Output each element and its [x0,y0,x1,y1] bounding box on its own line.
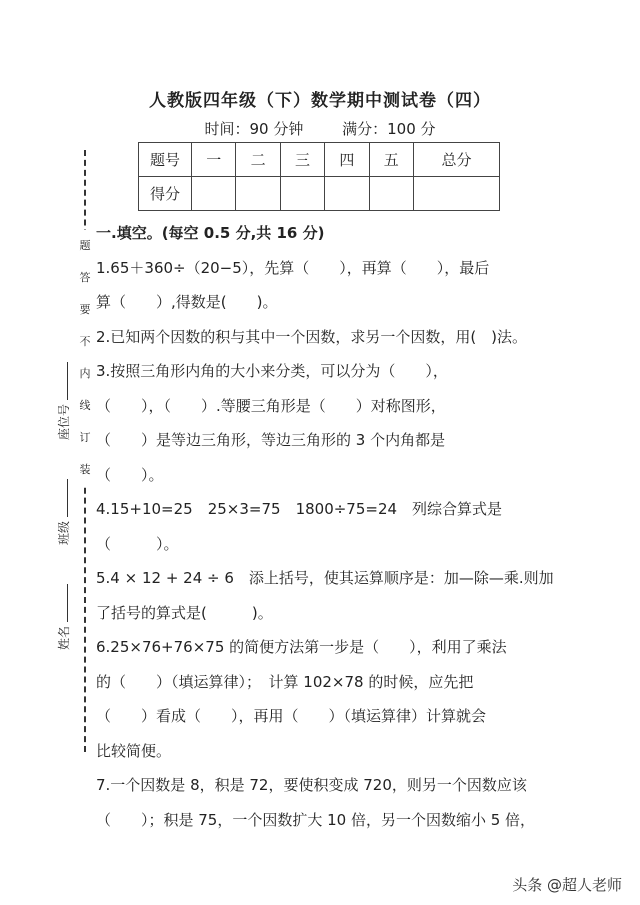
score-table-header-cell: 三 [280,143,324,177]
binding-warning-text [78,230,92,486]
question-line: 1.65＋360÷（20−5），先算（ ），再算（ ），最后 [96,258,490,277]
question-line: 3.按照三角形内角的大小来分类，可以分为（ ）， [96,362,448,380]
class-field [55,479,72,545]
exam-info [0,118,640,139]
question-line: 了括号的算式是( )。 [96,603,273,622]
binding-char: 要 [79,303,91,316]
question-line: （ ），（ ）.等腰三角形是（ ）对称图形， [96,396,446,415]
question-line: （ ）看成（ ），再用（ ）（填运算律）计算就会 [96,707,487,725]
full-score: 满分：100 分 [342,120,436,138]
question-line: （ ）；积是 75，一个因数扩大 10 倍，另一个因数缩小 5 倍， [96,810,536,829]
question-line: 的（ ）（填运算律）； 计算 102×78 的时候，应先把 [96,672,474,691]
score-table-header-cell: 二 [236,143,280,177]
question-line: 算（ ）,得数是( )。 [96,293,278,311]
seat-number-field [55,362,72,440]
score-table-header-cell: 总分 [413,143,499,177]
score-table-header-cell: 题号 [139,143,192,177]
question-line: 7.一个因数是 8，积是 72，要使积变成 720，则另一个因数应该 [96,776,527,794]
name-field [55,584,72,650]
question-line: 2.已知两个因数的积与其中一个因数，求另一个因数，用( )法。 [96,327,528,346]
binding-char: 线 [79,399,91,412]
binding-char: 答 [79,271,91,284]
exam-title: 人教版四年级（下）数学期中测试卷（四） [149,91,491,111]
score-table-header-cell: 五 [369,143,413,177]
question-line: 比较简便。 [96,741,172,760]
score-table-header-cell: 四 [325,143,369,177]
binding-char: 装 [79,463,91,476]
score-table-score-row [139,177,500,211]
question-line: （ ）是等边三角形，等边三角形的 3 个内角都是 [96,431,446,449]
binding-char: 题 [79,239,91,252]
class-blank [67,479,68,517]
question-line: 5.4 × 12 + 24 ÷ 6 添上括号，使其运算顺序是：加—除—乘.则加 [96,569,554,587]
time-limit: 时间：90 分钟 [204,120,304,138]
question-line: （ ）。 [96,465,164,484]
score-cell [325,177,369,211]
class-label: 班级 [57,520,71,545]
seat-number-label: 座位号 [57,403,71,440]
binding-char: 内 [79,367,91,380]
score-table-header-row [139,143,500,177]
binding-char: 订 [79,431,91,444]
question-line: （ ）。 [96,534,179,553]
question-line: 6.25×76+76×75 的简便方法第一步是（ ），利用了乘法 [96,638,507,656]
score-cell [280,177,324,211]
score-cell [192,177,236,211]
score-cell [236,177,280,211]
section-heading: 一.填空。(每空 0.5 分,共 16 分) [96,224,325,242]
watermark: 头条 @超人老师 [512,876,622,894]
score-row-label: 得分 [139,177,192,211]
name-label: 姓名 [57,625,71,650]
question-content [96,216,554,837]
score-table-header-cell: 一 [192,143,236,177]
score-cell [413,177,499,211]
score-table [138,142,500,211]
seat-number-blank [67,362,68,400]
name-blank [67,584,68,622]
binding-char: 不 [79,335,91,348]
question-line: 4.15+10=25 25×3=75 1800÷75=24 列综合算式是 [96,500,503,518]
score-cell [369,177,413,211]
